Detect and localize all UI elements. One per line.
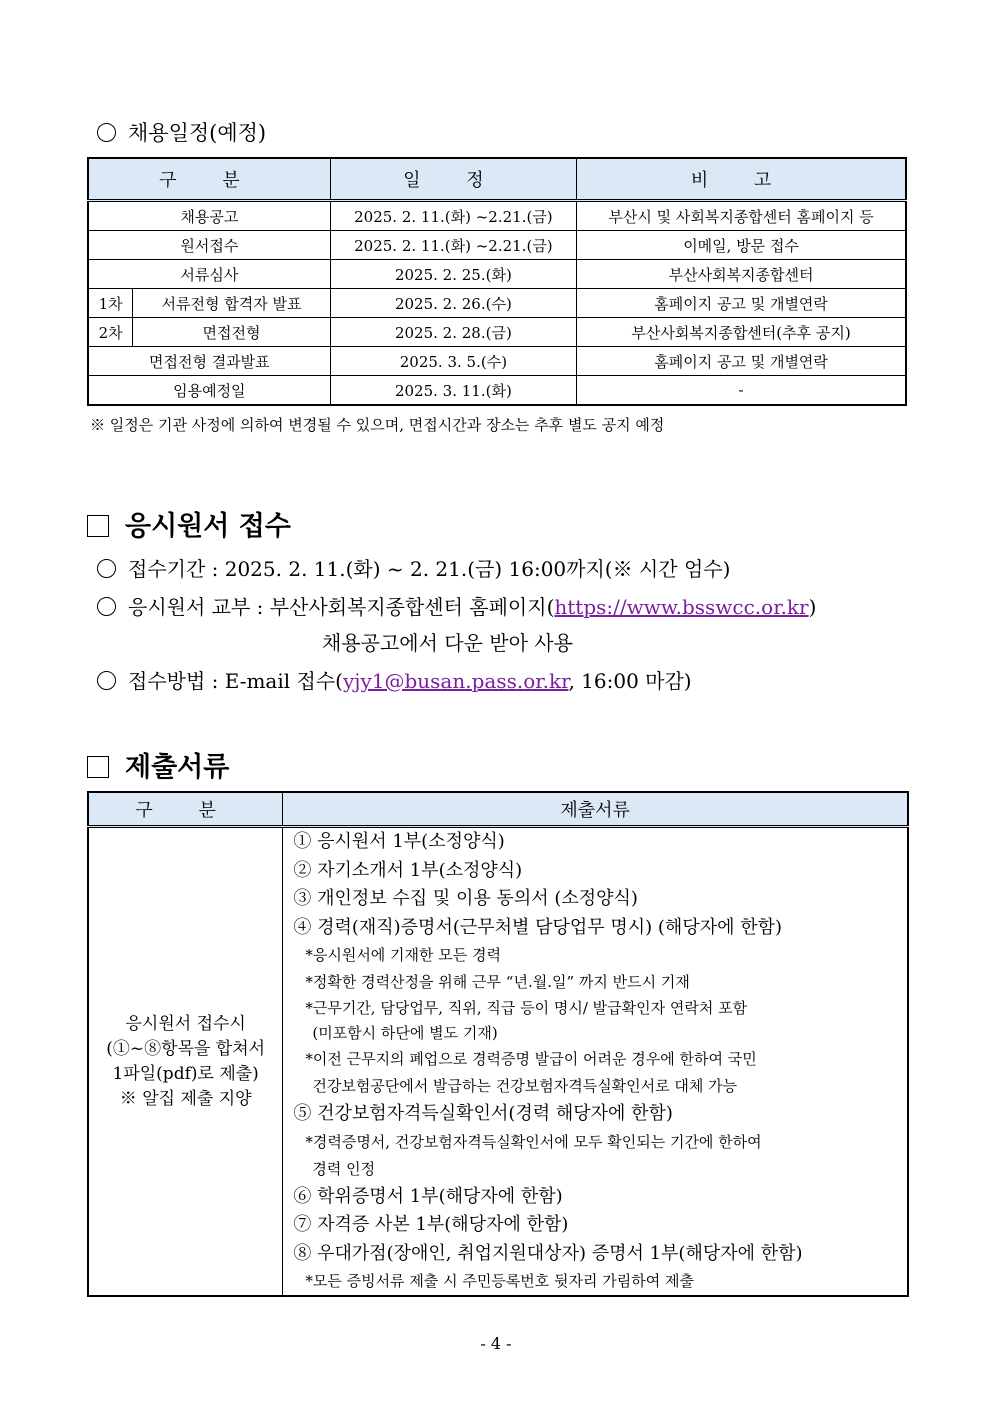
application-period: 접수기간 : 2025. 2. 11.(화) ~ 2. 21.(금) 16:00까지(※ 시간 엄수)	[97, 553, 730, 582]
application-form-line2: 채용공고에서 다운 받아 사용	[322, 631, 573, 655]
application-form: 응시원서 교부 : 부산사회복지종합센터 홈페이지(https://www.bsswcc.or.kr)	[97, 591, 816, 620]
header-note: 비 고	[577, 158, 906, 201]
schedule-date: 2025. 2. 25.(화)	[330, 260, 576, 289]
circle-bullet-icon	[97, 559, 116, 578]
schedule-date: 2025. 2. 11.(화) ~2.21.(금)	[330, 201, 576, 231]
homepage-link[interactable]: https://www.bsswcc.or.kr	[554, 595, 809, 619]
page-number: - 4 -	[480, 1334, 512, 1353]
list-subitem: (미포함시 하단에 별도 기재)	[312, 1024, 498, 1042]
list-item: ④ 경력(재직)증명서(근무처별 담당업무 명시) (해당자에 한함)	[293, 916, 783, 938]
schedule-note: 부산시 및 사회복지종합센터 홈페이지 등	[577, 201, 906, 231]
schedule-date: 2025. 3. 5.(수)	[330, 347, 576, 376]
list-subitem: 경력 인정	[312, 1159, 376, 1178]
header-category: 구 분	[88, 792, 283, 827]
schedule-name: 임용예정일	[88, 376, 330, 406]
schedule-note: 부산사회복지종합센터	[577, 260, 906, 289]
circle-bullet-icon	[97, 123, 116, 142]
table-row	[88, 376, 906, 406]
square-bullet-icon	[87, 756, 109, 778]
header-documents: 제출서류	[283, 792, 908, 827]
schedule-name: 면접전형	[133, 318, 330, 347]
list-subitem: *이전 근무지의 폐업으로 경력증명 발급이 어려운 경우에 한하여 국민	[305, 1050, 757, 1068]
table-row	[88, 318, 906, 347]
schedule-note: 홈페이지 공고 및 개별연락	[577, 289, 906, 318]
schedule-header-row	[88, 158, 906, 201]
schedule-name: 면접전형 결과발표	[88, 347, 330, 376]
header-category: 구 분	[88, 158, 330, 201]
square-bullet-icon	[87, 515, 109, 537]
schedule-name: 채용공고	[88, 201, 330, 231]
list-item: ⑤ 건강보험자격득실확인서(경력 해당자에 한함)	[293, 1103, 673, 1124]
documents-section-title: 제출서류	[87, 745, 229, 784]
schedule-stage: 2차	[88, 318, 133, 347]
schedule-date: 2025. 3. 11.(화)	[330, 376, 576, 406]
list-item: ③ 개인정보 수집 및 이용 동의서 (소정양식)	[293, 888, 638, 909]
schedule-date: 2025. 2. 28.(금)	[330, 318, 576, 347]
schedule-heading: 채용일정(예정)	[97, 117, 266, 147]
schedule-table	[87, 157, 907, 406]
list-subitem: *근무기간, 담당업무, 직위, 직급 등이 명시/ 발급확인자 연락처 포함	[305, 999, 748, 1017]
table-row	[88, 347, 906, 376]
table-row	[88, 201, 906, 231]
documents-table	[87, 791, 909, 1297]
list-item: ⑦ 자격증 사본 1부(해당자에 한함)	[293, 1214, 569, 1235]
documents-header-row	[88, 792, 908, 827]
circle-bullet-icon	[97, 671, 116, 690]
header-date: 일 정	[330, 158, 576, 201]
list-subitem: *모든 증빙서류 제출 시 주민등록번호 뒷자리 가림하여 제출	[305, 1272, 694, 1290]
application-section-title: 응시원서 접수	[87, 504, 291, 543]
table-row	[88, 260, 906, 289]
table-row	[88, 231, 906, 260]
schedule-date: 2025. 2. 26.(수)	[330, 289, 576, 318]
schedule-note: -	[577, 376, 906, 406]
circle-bullet-icon	[97, 597, 116, 616]
list-item: ⑧ 우대가점(장애인, 취업지원대상자) 증명서 1부(해당자에 한함)	[293, 1242, 803, 1264]
schedule-note: 이메일, 방문 접수	[577, 231, 906, 260]
table-row	[88, 289, 906, 318]
list-subitem: 건강보험공단에서 발급하는 건강보험자격득실확인서로 대체 가능	[312, 1077, 738, 1095]
documents-category: 응시원서 접수시 (①~⑧항목을 합쳐서 1파일(pdf)로 제출) ※ 알집 제출 지양	[88, 827, 283, 1297]
schedule-stage: 1차	[88, 289, 133, 318]
schedule-name: 원서접수	[88, 231, 330, 260]
documents-list	[283, 827, 908, 1297]
schedule-note: 부산사회복지종합센터(추후 공지)	[577, 318, 906, 347]
schedule-note: 홈페이지 공고 및 개별연락	[577, 347, 906, 376]
schedule-name: 서류전형 합격자 발표	[133, 289, 330, 318]
list-subitem: *정확한 경력산정을 위해 근무 “년.월.일” 까지 반드시 기재	[305, 973, 690, 991]
documents-row	[88, 827, 908, 1297]
schedule-footnote: ※ 일정은 기관 사정에 의하여 변경될 수 있으며, 면접시간과 장소는 추후 별도 공지 예정	[90, 416, 665, 434]
schedule-name: 서류심사	[88, 260, 330, 289]
list-item: ⑥ 학위증명서 1부(해당자에 한함)	[293, 1185, 563, 1207]
schedule-date: 2025. 2. 11.(화) ~2.21.(금)	[330, 231, 576, 260]
list-item: ① 응시원서 1부(소정양식)	[293, 831, 505, 852]
list-subitem: *응시원서에 기재한 모든 경력	[305, 946, 502, 964]
email-link[interactable]: yjy1@busan.pass.or.kr	[342, 669, 569, 693]
list-subitem: *경력증명서, 건강보험자격득실확인서에 모두 확인되는 기간에 한하여	[305, 1132, 762, 1151]
list-item: ② 자기소개서 1부(소정양식)	[293, 859, 523, 881]
application-method: 접수방법 : E-mail 접수(yjy1@busan.pass.or.kr, 16:00 마감)	[97, 665, 692, 694]
